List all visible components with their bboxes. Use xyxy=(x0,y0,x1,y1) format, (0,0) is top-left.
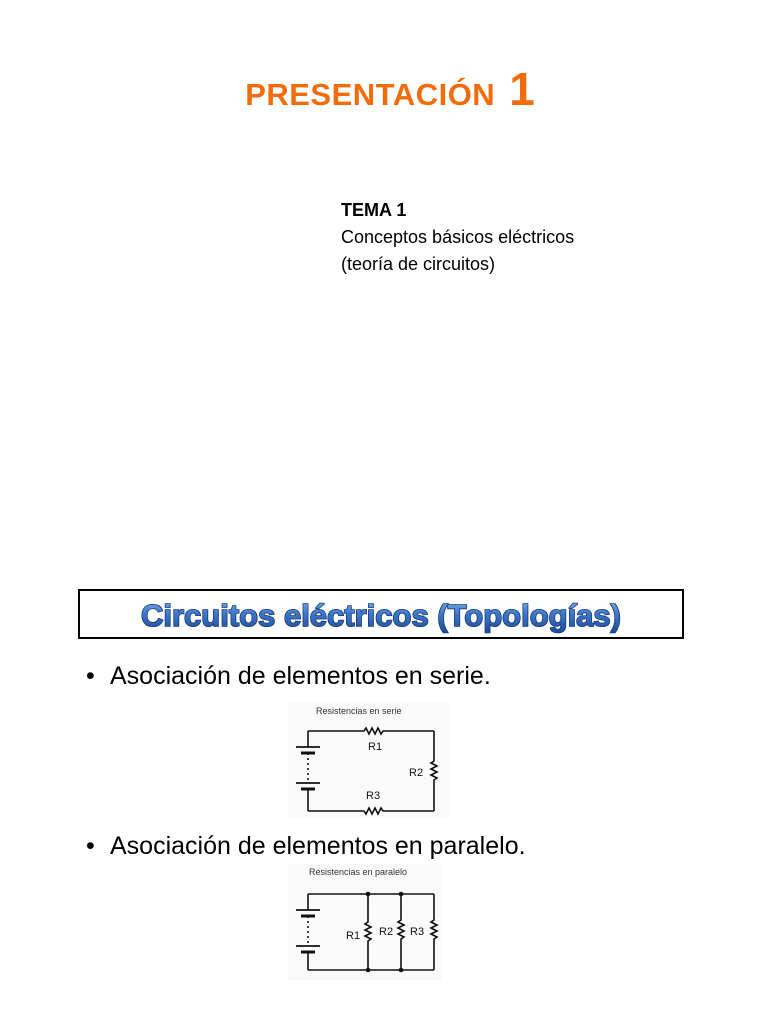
topic-line-1: Conceptos básicos eléctricos xyxy=(341,227,575,247)
resistor-r2-branch xyxy=(398,894,404,970)
section-heading-box xyxy=(78,589,684,639)
series-caption: Resistencias en serie xyxy=(316,706,402,716)
resistor-r3-branch xyxy=(431,894,437,970)
bullet-parallel-text: Asociación de elementos en paralelo. xyxy=(110,832,526,860)
series-circuit-diagram xyxy=(288,703,450,817)
bullet-dot: • xyxy=(86,832,95,860)
parallel-label-r1: R1 xyxy=(346,930,361,942)
bullet-series-text: Asociación de elementos en serie. xyxy=(110,662,491,690)
resistor-r2-wire xyxy=(431,731,437,811)
topic-block xyxy=(341,197,574,278)
resistor-r1-branch xyxy=(365,894,371,970)
topic-label: TEMA 1 xyxy=(341,200,407,220)
title-word: PRESENTACIÓN xyxy=(245,77,496,112)
bullet-dot: • xyxy=(86,662,95,690)
parallel-label-r3: R3 xyxy=(410,926,425,938)
series-label-r2: R2 xyxy=(409,767,424,779)
parallel-label-r2: R2 xyxy=(379,926,394,938)
parallel-caption: Resistencias en paralelo xyxy=(309,867,408,877)
presentation-title xyxy=(0,62,768,116)
resistor-r3-wire xyxy=(308,808,434,814)
series-label-r1: R1 xyxy=(368,741,383,753)
section-heading-art xyxy=(80,591,682,637)
series-circuit-svg xyxy=(288,703,450,817)
resistor-r1-wire xyxy=(308,728,434,734)
bullet-series xyxy=(86,662,491,691)
section-heading: Circuitos eléctricos (Topologías) xyxy=(140,598,622,633)
series-label-r3: R3 xyxy=(366,790,381,802)
topic-line-2: (teoría de circuitos) xyxy=(341,254,496,274)
bullet-parallel xyxy=(86,832,526,861)
parallel-circuit-diagram xyxy=(288,864,442,980)
title-number: 1 xyxy=(509,63,535,115)
parallel-circuit-svg xyxy=(288,864,442,980)
